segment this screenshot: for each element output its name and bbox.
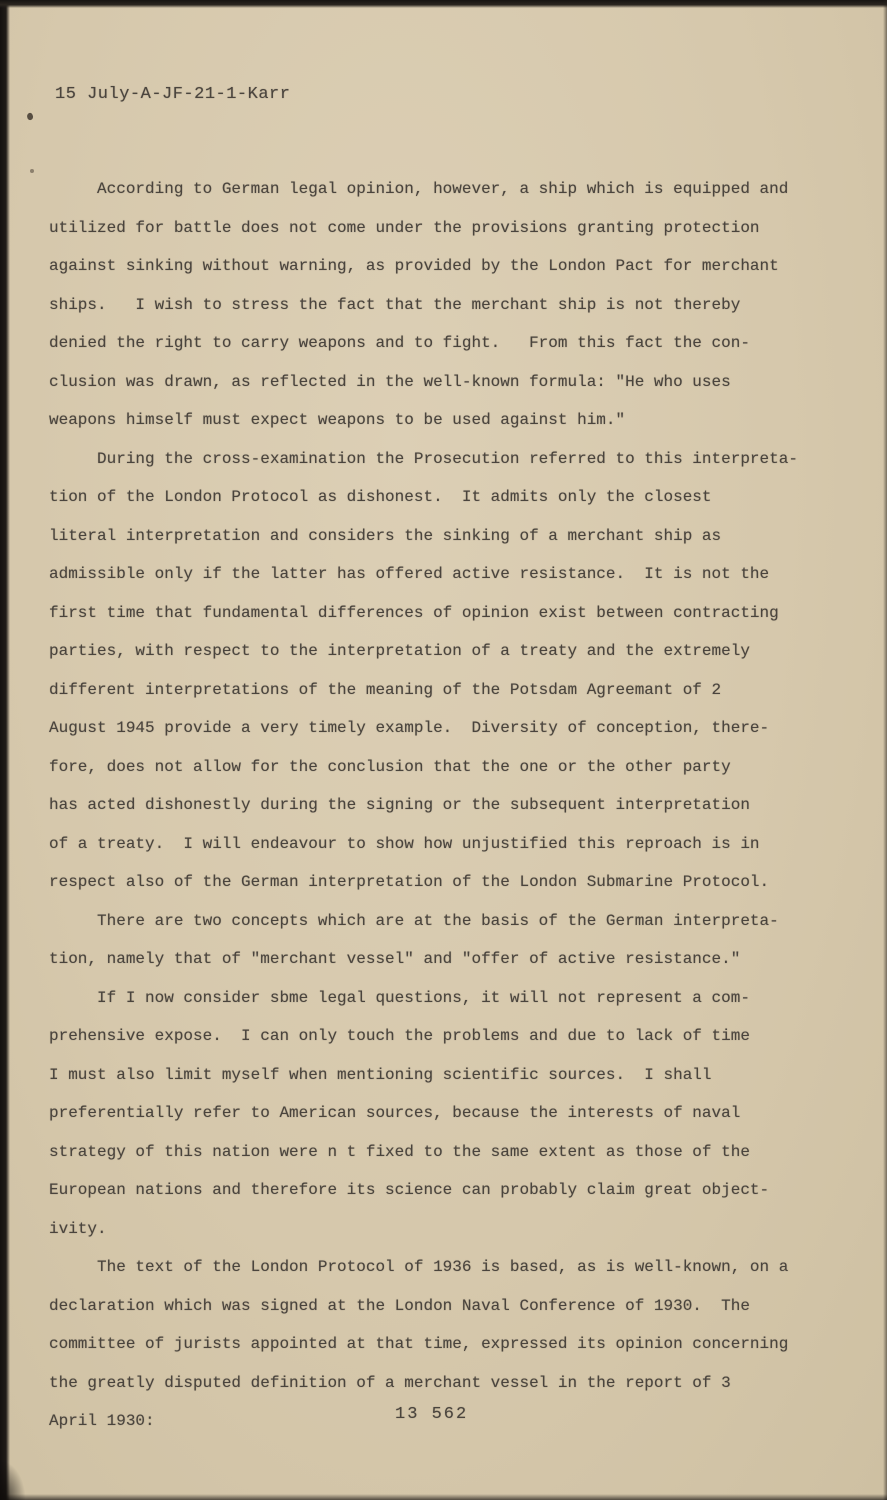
text-line: weapons himself must expect weapons to be used against him." — [49, 411, 626, 429]
text-line: declaration which was signed at the London Naval Conference of 1930. The — [49, 1296, 750, 1315]
scan-edge-top — [0, 0, 887, 8]
text-line: of a treaty. I will endeavour to show how unjustified this reproach is in — [49, 834, 760, 853]
text-line: fore, does not allow for the conclusion that the one or the other party — [49, 757, 731, 776]
text-line: The text of the London Protocol of 1936 is based, as is well-known, on a — [49, 1258, 789, 1276]
text-line: If I now consider sbme legal questions, it will not represent a com- — [49, 988, 750, 1007]
scan-speck — [26, 112, 34, 121]
text-line: There are two concepts which are at the basis of the German interpreta- — [49, 911, 779, 930]
text-line: admissible only if the latter has offered active resistance. It is not the — [49, 565, 770, 583]
text-line: against sinking without warning, as provided by the London Pact for merchant — [49, 257, 779, 275]
text-line: preferentially refer to American sources, because the interests of naval — [49, 1104, 741, 1122]
text-line: April 1930: — [49, 1412, 155, 1430]
document-body — [49, 170, 849, 1441]
text-line: has acted dishonestly during the signing or the subsequent interpretation — [49, 796, 750, 814]
text-line: ships. I wish to stress the fact that the merchant ship is not thereby — [49, 295, 741, 314]
scan-edge-right — [883, 0, 887, 1500]
text-line: According to German legal opinion, however, a ship which is equipped and — [49, 180, 789, 198]
text-line: prehensive expose. I can only touch the problems and due to lack of time — [49, 1027, 750, 1045]
text-line: committee of jurists appointed at that time, expressed its opinion concerning — [49, 1335, 789, 1353]
text-line: denied the right to carry weapons and to fight. From this fact the con- — [49, 334, 750, 352]
text-line: different interpretations of the meaning of the Potsdam Agreemant of 2 — [49, 680, 722, 699]
text-line: first time that fundamental differences of opinion exist between contracting — [49, 603, 779, 622]
text-line: tion, namely that of "merchant vessel" and "offer of active resistance." — [49, 950, 741, 968]
text-line: tion of the London Protocol as dishonest. It admits only the closest — [49, 488, 712, 506]
scan-speck — [30, 169, 34, 173]
text-line: respect also of the German interpretation of the London Submarine Protocol. — [49, 873, 770, 891]
text-line: I must also limit myself when mentioning scientific sources. I shall — [49, 1065, 712, 1084]
text-line: European nations and therefore its science can probably claim great object- — [49, 1181, 770, 1199]
text-line: During the cross-examination the Prosecution referred to this interpreta- — [49, 449, 798, 468]
scan-edge-left — [0, 0, 10, 1500]
scan-corner-bottom-left — [0, 1460, 26, 1500]
text-line: August 1945 provide a very timely example. Diversity of conception, there- — [49, 719, 770, 737]
text-line: strategy of this nation were n t fixed to the same extent as those of the — [49, 1142, 750, 1161]
scan-edge-bottom — [0, 1494, 887, 1500]
text-line: ivity. — [49, 1219, 107, 1238]
text-line: utilized for battle does not come under the provisions granting protection — [49, 218, 760, 237]
text-line: clusion was drawn, as reflected in the well-known formula: "He who uses — [49, 372, 731, 391]
text-line: literal interpretation and considers the sinking of a merchant ship as — [49, 526, 722, 545]
document-header: 15 July-A-JF-21-1-Karr — [55, 85, 291, 104]
page-number: 13 562 — [395, 1405, 469, 1424]
text-line: parties, with respect to the interpretation of a treaty and the extremely — [49, 642, 750, 660]
text-line: the greatly disputed definition of a merchant vessel in the report of 3 — [49, 1373, 731, 1392]
